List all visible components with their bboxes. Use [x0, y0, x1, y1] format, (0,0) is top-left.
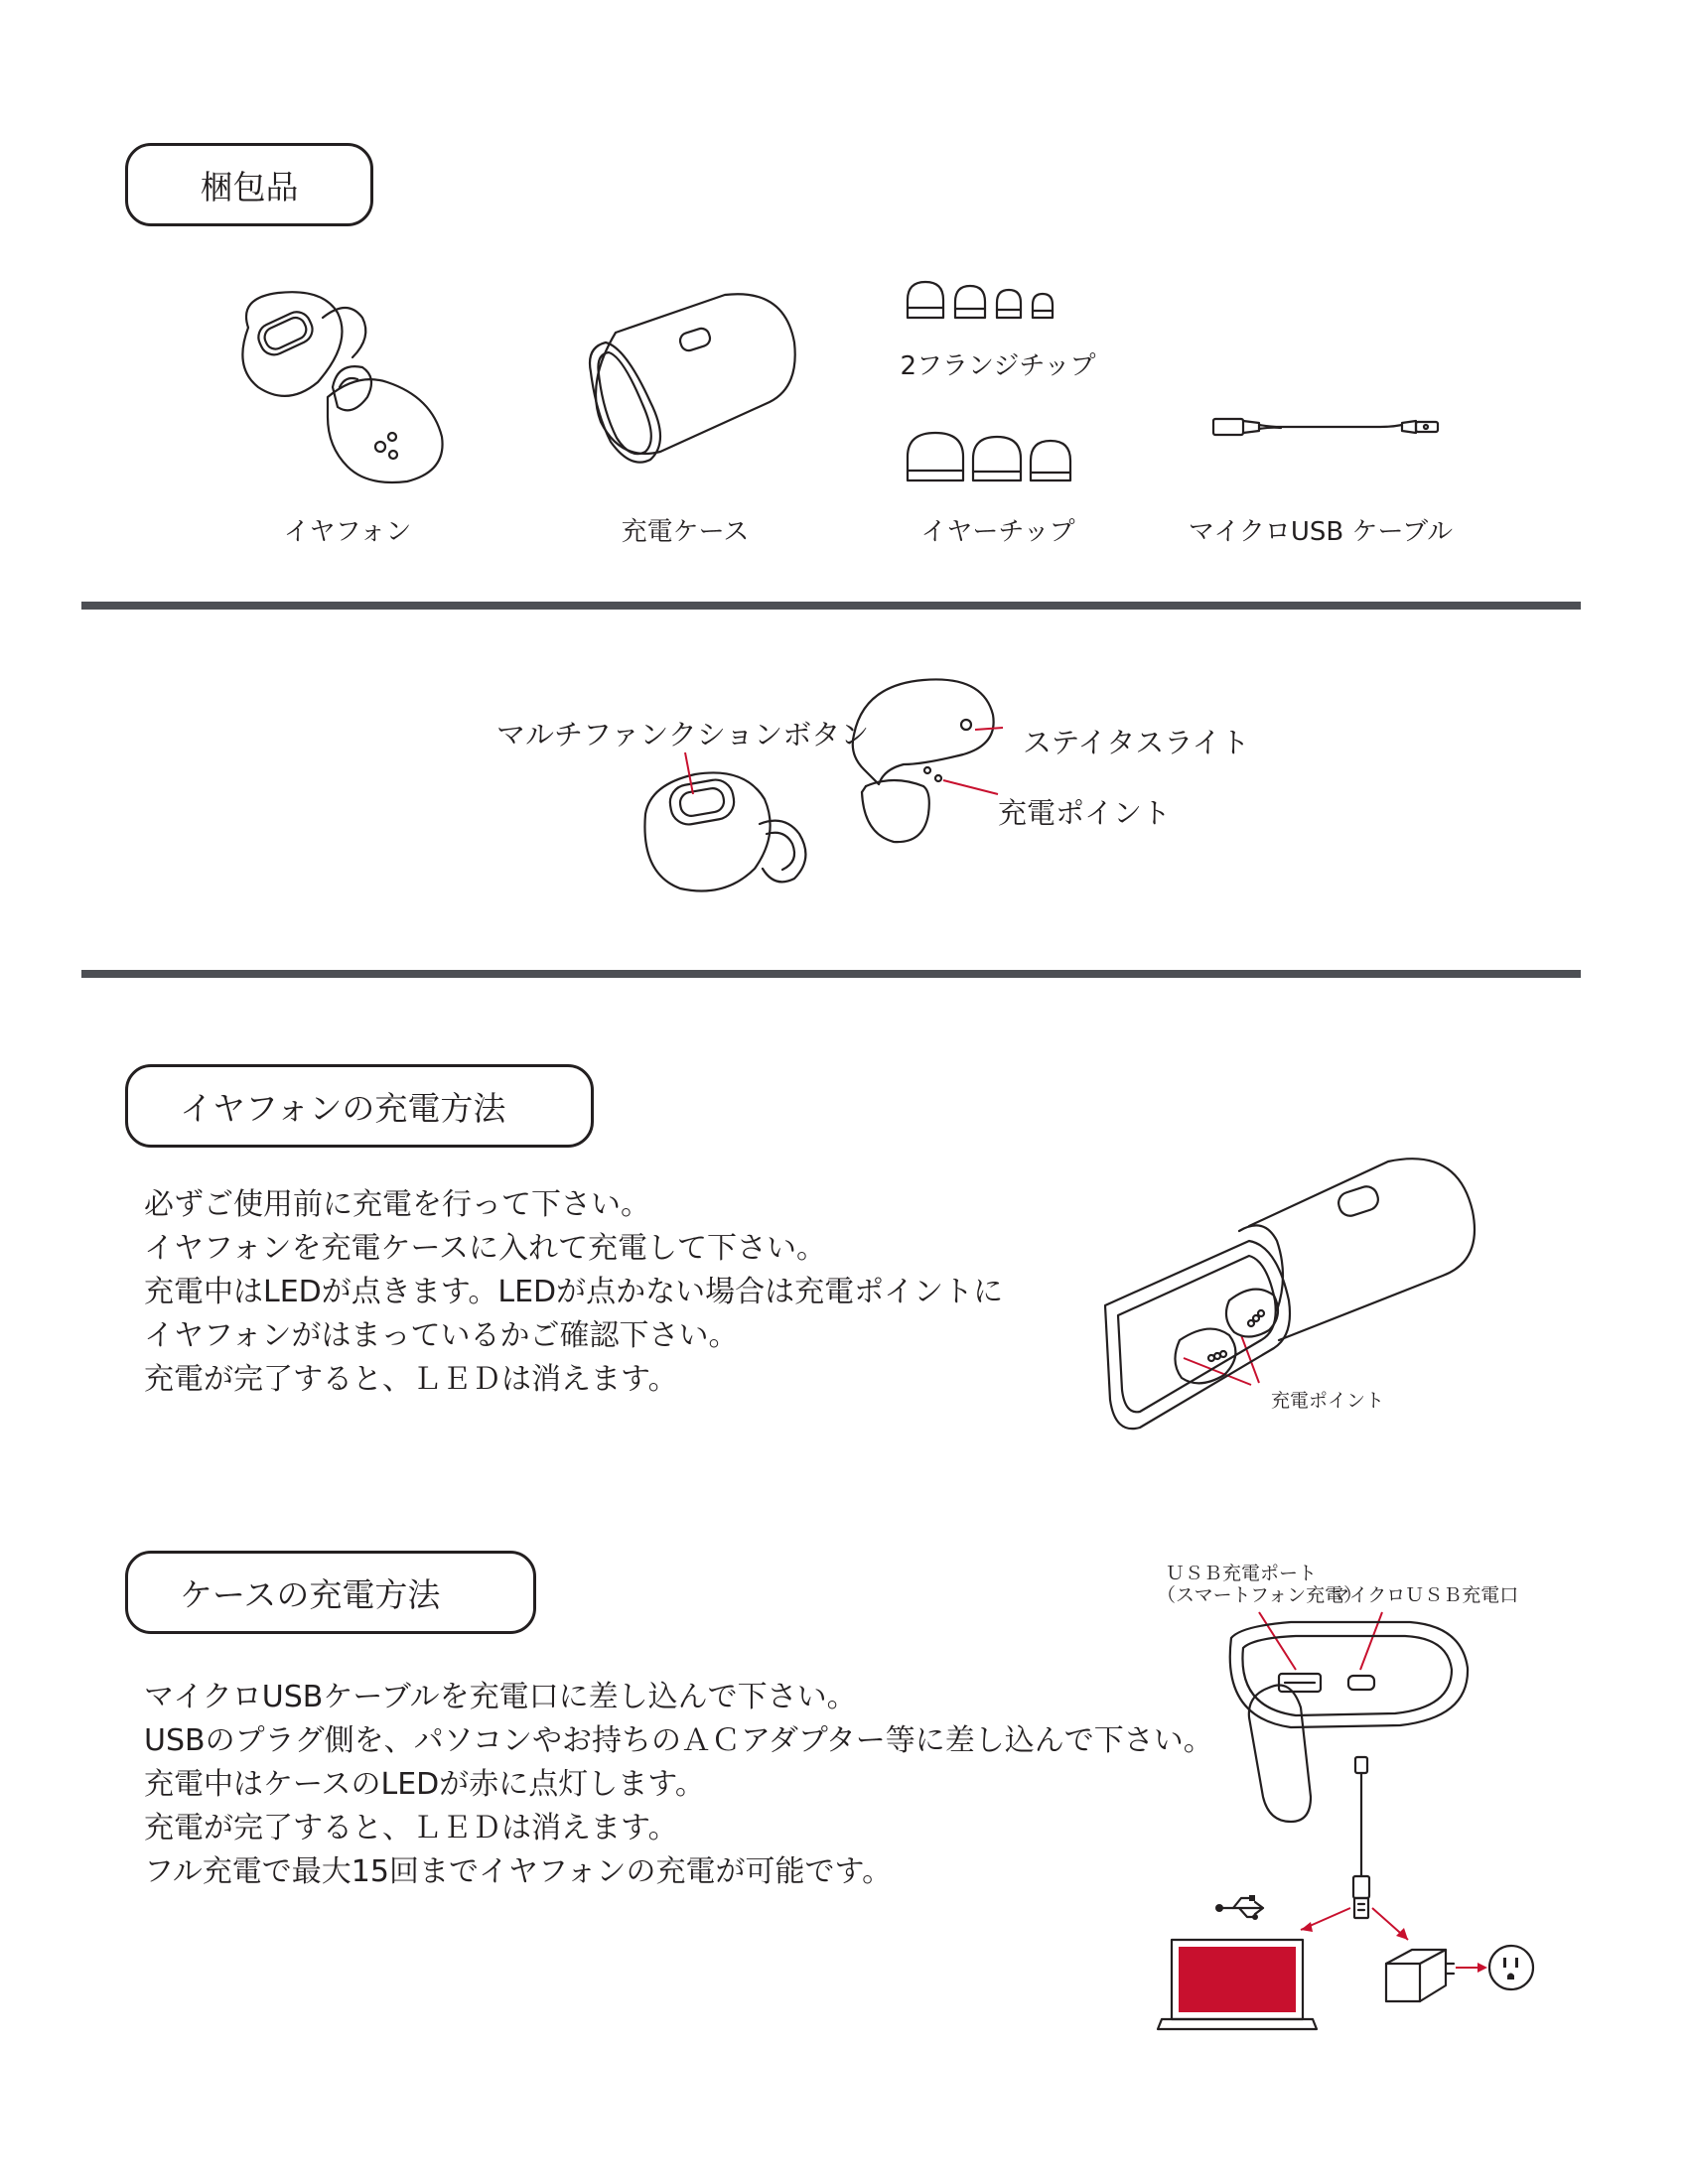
usb-port-label-line-2: （スマートフォン充電）	[1157, 1584, 1363, 1606]
case-charging-point-label: 充電ポイント	[1271, 1390, 1385, 1412]
case-charging-line-5: フル充電で最大15回までイヤフォンの充電が可能です。	[144, 1854, 893, 1889]
case-charging-line-4: 充電が完了すると、ＬＥＤは消えます。	[144, 1811, 678, 1845]
earphone-charging-line-3: 充電中はLEDが点きます。LEDが点かない場合は充電ポイントに	[144, 1275, 1004, 1309]
divider-2	[81, 970, 1581, 978]
earphone-charging-heading-text: イヤフォンの充電方法	[180, 1088, 506, 1128]
case-charging-diagram	[1152, 1608, 1569, 2045]
multifunction-button-label: マルチファンクションボタン	[496, 718, 870, 751]
earphone-charging-line-2: イヤフォンを充電ケースに入れて充電して下さい。	[144, 1231, 826, 1266]
package-heading-text: 梱包品	[200, 167, 299, 206]
earphone-charging-heading	[125, 1064, 594, 1148]
case-charging-line-3: 充電中はケースのLEDが赤に点灯します。	[144, 1767, 705, 1802]
package-item-cable-label: マイクロUSB ケーブル	[1188, 517, 1454, 547]
usb-port-label-line-1: ＵＳＢ充電ポート	[1165, 1563, 1317, 1584]
package-item-flange-tips-label: 2フランジチップ	[900, 351, 1096, 381]
case-charging-instructions	[144, 1676, 1213, 1894]
case-charging-heading-text: ケースの充電方法	[180, 1574, 441, 1614]
package-item-ear-tips-label: イヤーチップ	[920, 517, 1075, 547]
earphone-charging-instructions	[144, 1183, 1003, 1402]
charging-point-label: 充電ポイント	[998, 796, 1172, 830]
earphone-charging-line-1: 必ずご使用前に充電を行って下さい。	[144, 1187, 650, 1222]
earphone-charging-line-4: イヤフォンがはまっているかご確認下さい。	[144, 1318, 739, 1353]
case-charging-line-2: USBのプラグ側を、パソコンやお持ちのＡＣアダプター等に差し込んで下さい。	[144, 1723, 1213, 1758]
earphone-charging-line-5: 充電が完了すると、ＬＥＤは消えます。	[144, 1362, 678, 1397]
status-light-label: ステイタスライト	[1023, 726, 1250, 759]
package-item-case-label: 充電ケース	[621, 517, 750, 547]
package-item-earphones-label: イヤフォン	[283, 517, 412, 547]
case-charging-line-1: マイクロUSBケーブルを充電口に差し込んで下さい。	[144, 1680, 857, 1714]
usb-port-label	[1157, 1563, 1363, 1606]
case-charging-heading	[125, 1551, 536, 1634]
micro-usb-port-label: マイクロＵＳＢ充電口	[1331, 1584, 1519, 1606]
